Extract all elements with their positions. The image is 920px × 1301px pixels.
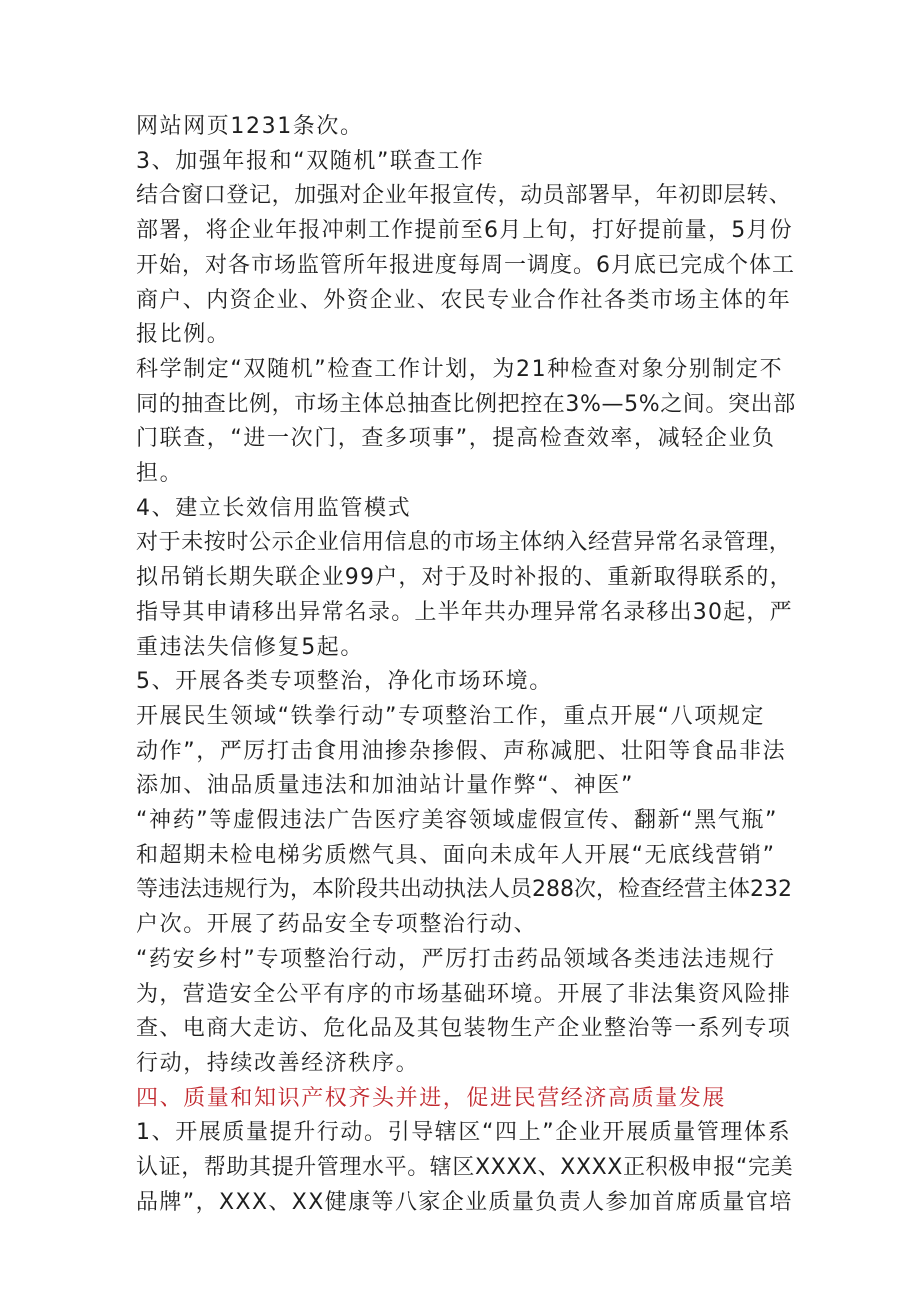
text-line: 结合窗口登记，加强对企业年报宣传，动员部署早，年初即层转、 [136,183,792,209]
text-line: 查、电商大走访、危化品及其包装物生产企业整治等一系列专项 [136,1016,792,1042]
subheading-4: 4、建立长效信用监管模式 [136,495,412,521]
document-body [136,110,796,1221]
text-line: 科学制定“双随机”检查工作计划，为21种检查对象分别制定不 [136,356,784,382]
text-line: 为，营造安全公平有序的市场基础环境。开展了非法集资风险排 [136,981,792,1007]
text-line: 户次。开展了药品安全专项整治行动、 [136,912,538,938]
text-line: 动作”，严厉打击食用油掺杂掺假、声称减肥、壮阳等食品非法 [136,738,787,764]
text-line: 商户、内资企业、外资企业、农民专业合作社各类市场主体的年 [136,287,792,313]
text-line: 对于未按时公示企业信用信息的市场主体纳入经营异常名录管理， [136,530,792,556]
text-line: 和超期未检电梯劣质燃气具、面向未成年人开展“无底线营销” [136,842,776,868]
subheading-5: 5、开展各类专项整治，净化市场环境。 [136,669,553,695]
text-line: 认证，帮助其提升管理水平。辖区XXXX、XXXX正积极申报“完美 [136,1155,794,1181]
text-line: 报比例。 [136,322,231,348]
text-line: 部署，将企业年报冲刺工作提前至6月上旬，打好提前量，5月份 [136,218,793,244]
text-line: 担。 [136,461,184,487]
text-line: 添加、油品质量违法和加油站计量作弊“、神医” [136,773,634,799]
text-line: 拟吊销长期失联企业99户，对于及时补报的、重新取得联系的， [136,565,793,591]
text-line: 开始，对各市场监管所年报进度每周一调度。6月底已完成个体工 [136,252,795,278]
text-line: 1、开展质量提升行动。引导辖区“四上”企业开展质量管理体系 [136,1120,792,1146]
text-line: 网站网页1231条次。 [136,114,364,139]
text-line: 同的抽查比例，市场主体总抽查比例把控在3%—5%之间。突出部 [136,391,796,417]
subheading-3: 3、加强年报和“双随机”联查工作 [136,148,485,174]
text-line: 行动，持续改善经济秩序。 [136,1050,420,1076]
text-line: “神药”等虚假违法广告医疗美容领域虚假宣传、翻新“黑气瓶” [136,808,778,834]
text-line: 品牌”，XXX、XX健康等八家企业质量负责人参加首席质量官培 [136,1189,793,1215]
text-line: 重违法失信修复5起。 [136,634,364,660]
text-line: 指导其申请移出异常名录。上半年共办理异常名录移出30起，严 [136,599,793,625]
text-line: 门联查，“进一次门，查多项事”，提高检查效率，减轻企业负 [136,426,776,452]
text-line: 等违法违规行为，本阶段共出动执法人员288次，检查经营主体232 [136,877,792,903]
text-line: “药安乡村”专项整治行动，严厉打击药品领域各类违法违规行 [136,946,776,972]
text-line: 开展民生领域“铁拳行动”专项整治工作，重点开展“八项规定 [136,703,765,729]
section-heading-4: 四、质量和知识产权齐头并进，促进民营经济高质量发展 [136,1085,727,1111]
